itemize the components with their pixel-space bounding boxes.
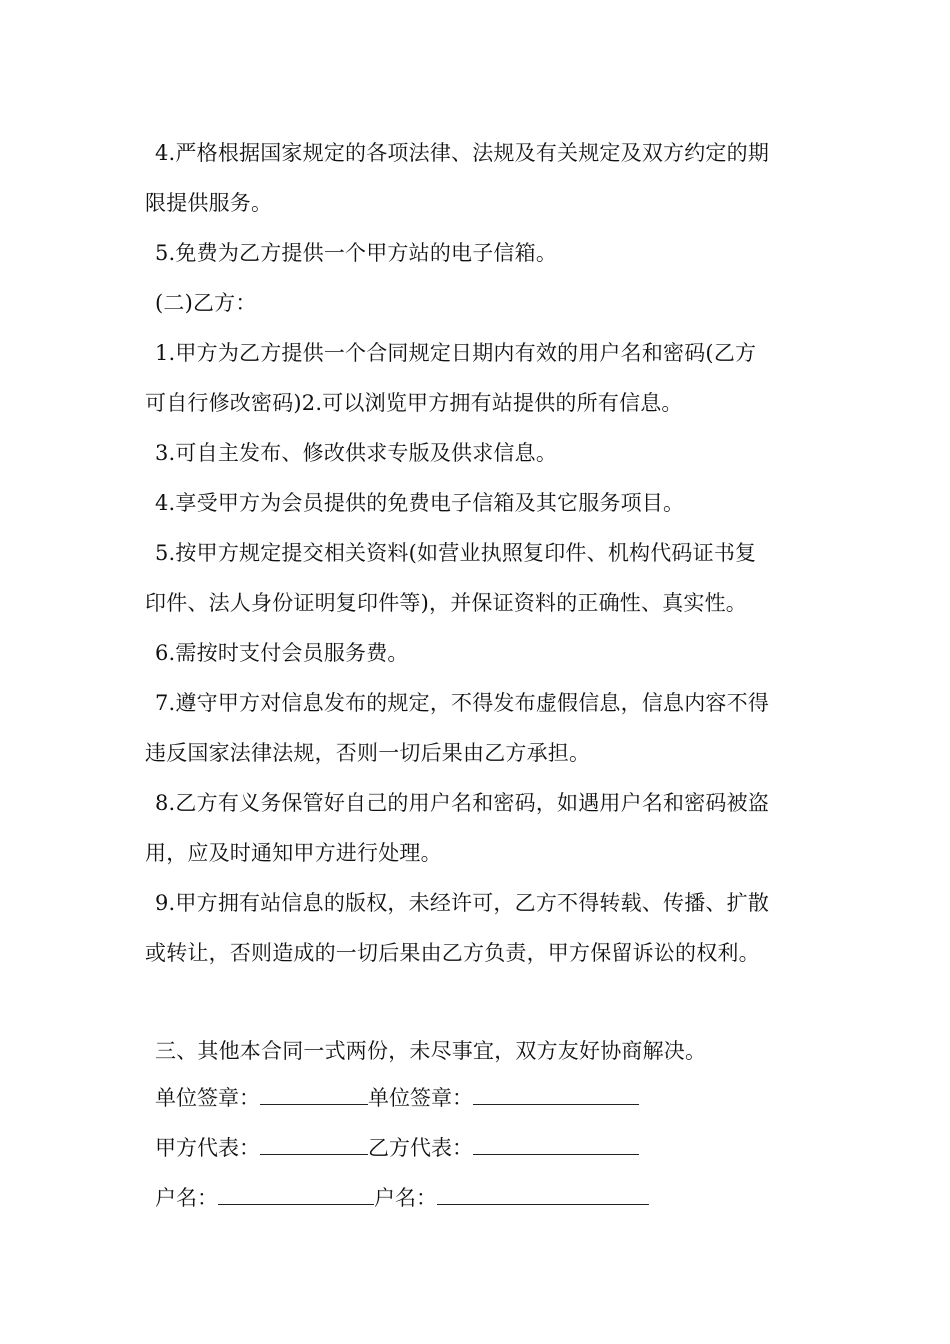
- seal-label-right: 单位签章：: [368, 1086, 473, 1110]
- clause-b1-line2: 可自行修改密码)2.可以浏览甲方拥有站提供的所有信息。: [145, 391, 683, 415]
- clause-b9-line1: 9.甲方拥有站信息的版权，未经许可，乙方不得转载、传播、扩散: [155, 891, 770, 915]
- clause-b5-line2: 印件、法人身份证明复印件等)，并保证资料的正确性、真实性。: [145, 591, 747, 615]
- clause-b4: 4.享受甲方为会员提供的免费电子信箱及其它服务项目。: [155, 491, 685, 515]
- clause-b9-line2: 或转让，否则造成的一切后果由乙方负责，甲方保留诉讼的权利。: [145, 941, 760, 965]
- account-blank-left[interactable]: [218, 1182, 374, 1205]
- rep-label-left: 甲方代表：: [155, 1136, 260, 1160]
- party-b-heading: (二)乙方：: [155, 291, 257, 315]
- seal-blank-left[interactable]: [260, 1082, 368, 1105]
- account-label-right: 户名：: [374, 1186, 437, 1210]
- clause-a4-line1: 4.严格根据国家规定的各项法律、法规及有关规定及双方约定的期: [155, 141, 770, 165]
- signature-row-seal: [155, 1082, 639, 1113]
- clause-b3: 3.可自主发布、修改供求专版及供求信息。: [155, 441, 558, 465]
- section-three: 三、其他本合同一式两份，未尽事宜，双方友好协商解决。: [155, 1039, 707, 1063]
- signature-row-account: [155, 1182, 649, 1213]
- clause-b6: 6.需按时支付会员服务费。: [155, 641, 409, 665]
- clause-b7-line1: 7.遵守甲方对信息发布的规定，不得发布虚假信息，信息内容不得: [155, 691, 770, 715]
- clause-a4-line2: 限提供服务。: [145, 191, 273, 215]
- seal-label-left: 单位签章：: [155, 1086, 260, 1110]
- signature-row-representative: [155, 1132, 639, 1163]
- rep-blank-left[interactable]: [260, 1132, 368, 1155]
- seal-blank-right[interactable]: [473, 1082, 639, 1105]
- clause-b7-line2: 违反国家法律法规，否则一切后果由乙方承担。: [145, 741, 591, 765]
- account-blank-right[interactable]: [437, 1182, 649, 1205]
- clause-b8-line1: 8.乙方有义务保管好自己的用户名和密码，如遇用户名和密码被盗: [155, 791, 770, 815]
- clause-b8-line2: 用，应及时通知甲方进行处理。: [145, 841, 442, 865]
- clause-b1-line1: 1.甲方为乙方提供一个合同规定日期内有效的用户名和密码(乙方: [155, 341, 757, 365]
- rep-label-right: 乙方代表：: [368, 1136, 473, 1160]
- rep-blank-right[interactable]: [473, 1132, 639, 1155]
- clause-b5-line1: 5.按甲方规定提交相关资料(如营业执照复印件、机构代码证书复: [155, 541, 757, 565]
- account-label-left: 户名：: [155, 1186, 218, 1210]
- clause-a5: 5.免费为乙方提供一个甲方站的电子信箱。: [155, 241, 558, 265]
